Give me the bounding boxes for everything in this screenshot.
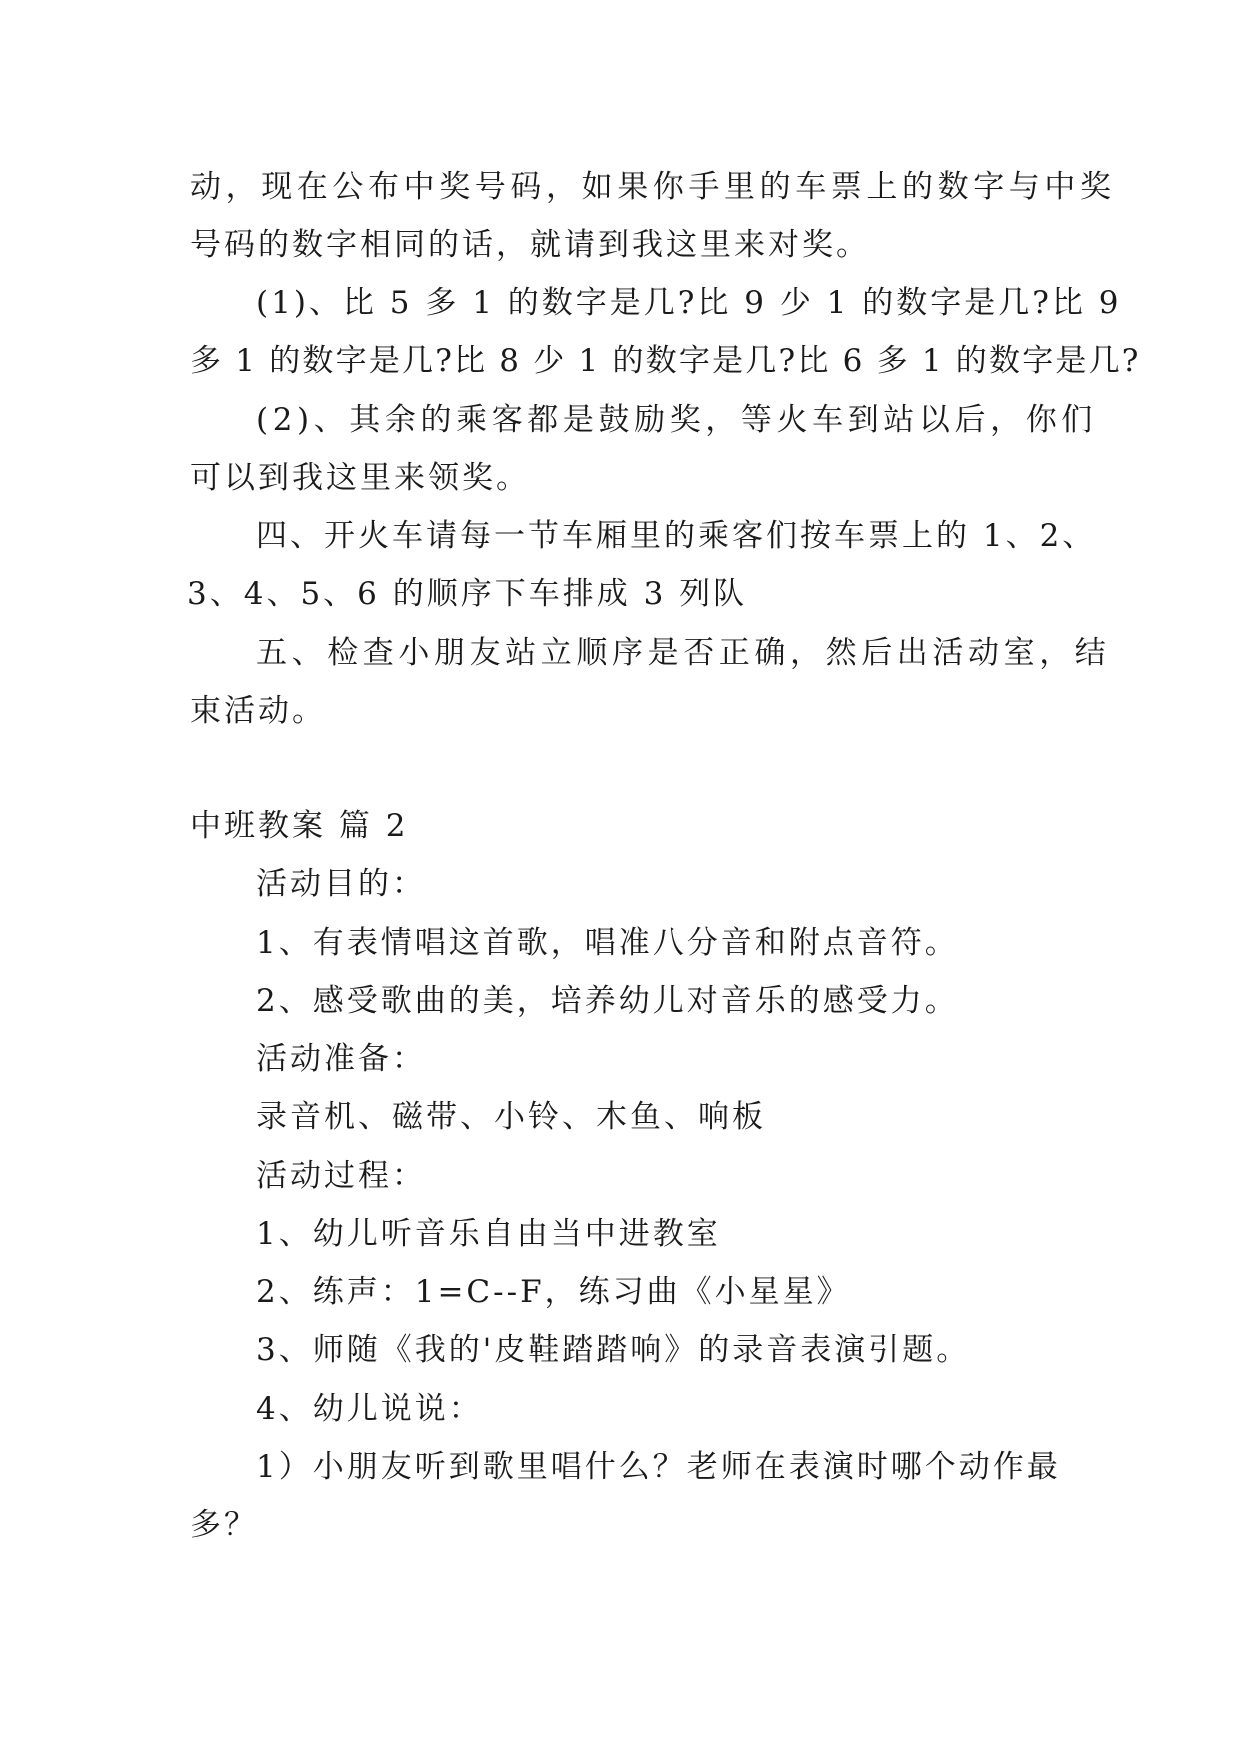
paragraph-line: 2、感受歌曲的美，培养幼儿对音乐的感受力。 [256,983,959,1019]
paragraph-line: 活动目的： [256,866,426,902]
paragraph-line: 录音机、磁带、小铃、木鱼、响板 [256,1099,766,1135]
paragraph-line: 活动过程： [256,1158,426,1194]
paragraph-line: 1）小朋友听到歌里唱什么？老师在表演时哪个动作最 [256,1449,1061,1485]
paragraph-line: 4、幼儿说说： [256,1391,483,1427]
paragraph-line: 多 1 的数字是几?比 8 少 1 的数字是几?比 6 多 1 的数字是几? [190,343,1141,379]
paragraph-line: (2)、其余的乘客都是鼓励奖，等火车到站以后，你们 [256,402,1097,438]
section-title: 中班教案 篇 2 [190,808,409,844]
paragraph-line: 四、开火车请每一节车厢里的乘客们按车票上的 1、2、 [256,518,1097,554]
paragraph-line: 动，现在公布中奖号码，如果你手里的车票上的数字与中奖 [190,169,1116,205]
paragraph-line: 3、4、5、6 的顺序下车排成 3 列队 [187,576,748,612]
paragraph-line: 1、幼儿听音乐自由当中进教室 [256,1216,721,1252]
paragraph-line: 2、练声：1=C--F，练习曲《小星星》 [256,1274,851,1310]
paragraph-line: 五、检查小朋友站立顺序是否正确，然后出活动室，结 [256,635,1111,671]
paragraph-line: (1)、比 5 多 1 的数字是几?比 9 少 1 的数字是几?比 9 [256,285,1122,321]
paragraph-line: 多？ [190,1507,258,1543]
paragraph-line: 活动准备： [256,1041,426,1077]
paragraph-line: 可以到我这里来领奖。 [190,460,530,496]
paragraph-line: 束活动。 [190,693,326,729]
paragraph-line: 3、师随《我的'皮鞋踏踏响》的录音表演引题。 [256,1332,971,1368]
paragraph-line: 号码的数字相同的话，就请到我这里来对奖。 [190,227,870,263]
paragraph-line: 1、有表情唱这首歌，唱准八分音和附点音符。 [256,925,959,961]
